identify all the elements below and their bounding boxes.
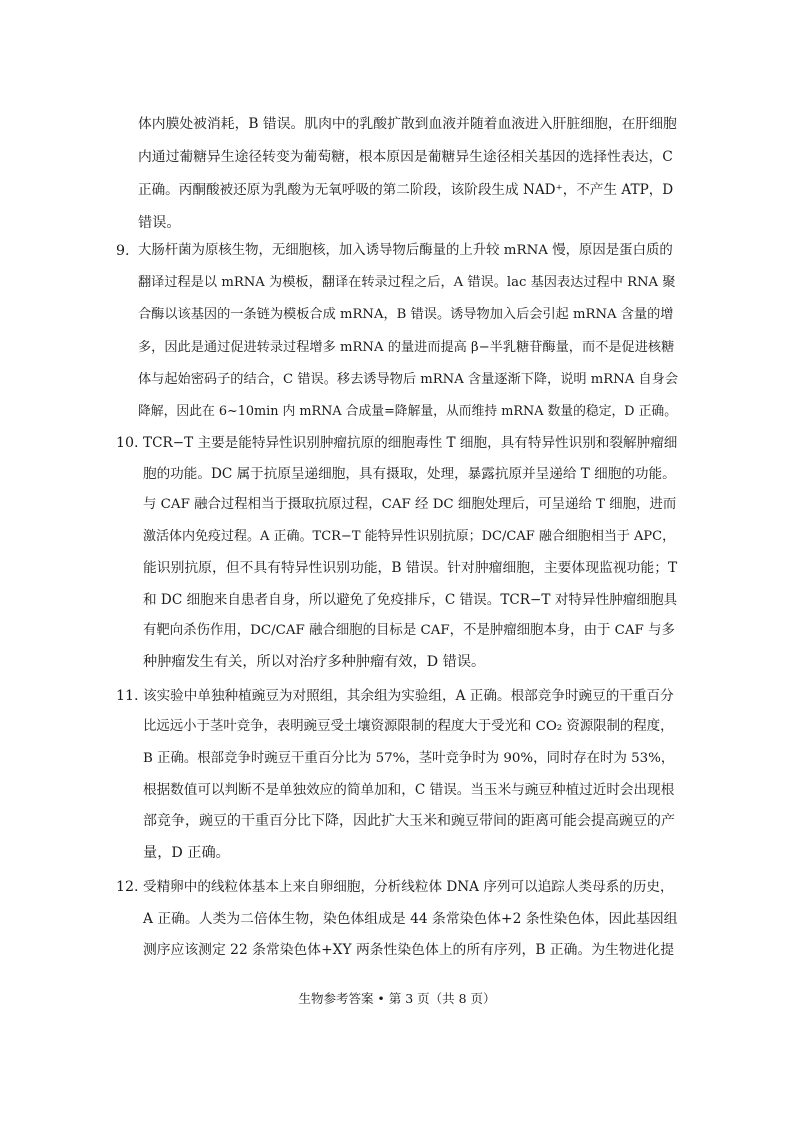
text-line: A 正确。人类为二倍体生物，染色体组成是 44 条常染色体+2 条性染色体，因此基因组: [143, 911, 678, 927]
text-line: 翻译过程是以 mRNA 为模板，翻译在转录过程之后，A 错误。lac 基因表达过程中 RNA 聚: [138, 275, 676, 290]
text-line: 测序应该测定 22 条常染色体+XY 两条性染色体上的所有序列，B 正确。为生物进化提: [143, 942, 675, 958]
text-line: TCR−T 主要是能特异性识别肿瘤抗原的细胞毒性 T 细胞，具有特异性识别和裂解肿瘤细: [143, 435, 678, 451]
text-line: 和 DC 细胞来自患者自身，所以避免了免疫排斥，C 错误。TCR−T 对特异性肿瘤细胞具: [143, 592, 678, 608]
text-line: 部竞争，豌豆的干重百分比下降，因此扩大玉米和豌豆带间的距离可能会提高豌豆的产: [143, 813, 675, 829]
text-line: 种肿瘤发生有关，所以对治疗多种肿瘤有效，D 错误。: [143, 654, 486, 670]
question-number: 9.: [116, 243, 130, 259]
text-line: 与 CAF 融合过程相当于摄取抗原过程，CAF 经 DC 细胞处理后，可呈递给 T 细胞，进而: [143, 497, 677, 512]
text-line: 正确。丙酮酸被还原为乳酸为无氧呼吸的第二阶段，该阶段生成 NAD⁺，不产生 ATP，D: [138, 182, 674, 198]
text-line: 激活体内免疫过程。A 正确。TCR−T 能特异性识别抗原；DC/CAF 融合细胞相当于 APC，: [143, 529, 676, 544]
text-line: 多，因此是通过促进转录过程增多 mRNA 的量进而提高 β−半乳糖苷酶量，而不是促进核糖: [138, 340, 675, 355]
text-line: B 正确。根部竞争时豌豆干重百分比为 57%，茎叶竞争时为 90%，同时存在时为 53%，: [143, 751, 675, 766]
question-number: 10.: [116, 435, 139, 451]
text-line: 胞的功能。DC 属于抗原呈递细胞，具有摄取，处理，暴露抗原并呈递给 T 细胞的功能。: [143, 466, 676, 482]
text-line: 有靶向杀伤作用，DC/CAF 融合细胞的目标是 CAF，不是肿瘤细胞本身，由于 CAF 与多: [143, 623, 675, 638]
text-line: 大肠杆菌为原核生物，无细胞核，加入诱导物后酶量的上升较 mRNA 慢，原因是蛋白质的: [138, 243, 673, 258]
text-line: 能识别抗原，但不具有特异性识别功能，B 错误。针对肿瘤细胞，主要体现监视功能；T: [143, 560, 678, 576]
question-number: 12.: [116, 879, 139, 895]
text-line: 内通过葡糖异生途径转变为葡萄糖，根本原因是葡糖异生途径相关基因的选择性表达，C: [138, 149, 673, 165]
text-line: 根据数值可以判断不是单独效应的简单加和，C 错误。当玉米与豌豆种植过近时会出现根: [143, 782, 675, 798]
question-number: 11.: [116, 688, 139, 704]
text-line: 合酶以该基因的一条链为模板合成 mRNA，B 错误。诱导物加入后会引起 mRNA 含量的增: [138, 307, 674, 322]
text-line: 降解，因此在 6~10min 内 mRNA 合成量=降解量，从而维持 mRNA 数量的稳定，D 正确。: [138, 404, 678, 419]
text-line: 体与起始密码子的结合，C 错误。移去诱导物后 mRNA 含量逐渐下降，说明 mRNA 自身会: [138, 372, 679, 387]
text-line: 体内膜处被消耗，B 错误。肌肉中的乳酸扩散到血液并随着血液进入肝脏细胞，在肝细胞: [138, 116, 677, 132]
page-footer: 生物参考答案 • 第 3 页（共 8 页）: [298, 991, 496, 1006]
text-line: 量，D 正确。: [143, 845, 230, 861]
text-line: 受精卵中的线粒体基本上来自卵细胞，分析线粒体 DNA 序列可以追踪人类母系的历史，: [143, 879, 674, 895]
text-line: 该实验中单独种植豌豆为对照组，其余组为实验组，A 正确。根部竞争时豌豆的干重百分: [143, 688, 674, 704]
text-line: 错误。: [138, 215, 181, 231]
text-line: 比远远小于茎叶竞争，表明豌豆受土壤资源限制的程度大于受光和 CO₂ 资源限制的程度，: [143, 719, 674, 734]
